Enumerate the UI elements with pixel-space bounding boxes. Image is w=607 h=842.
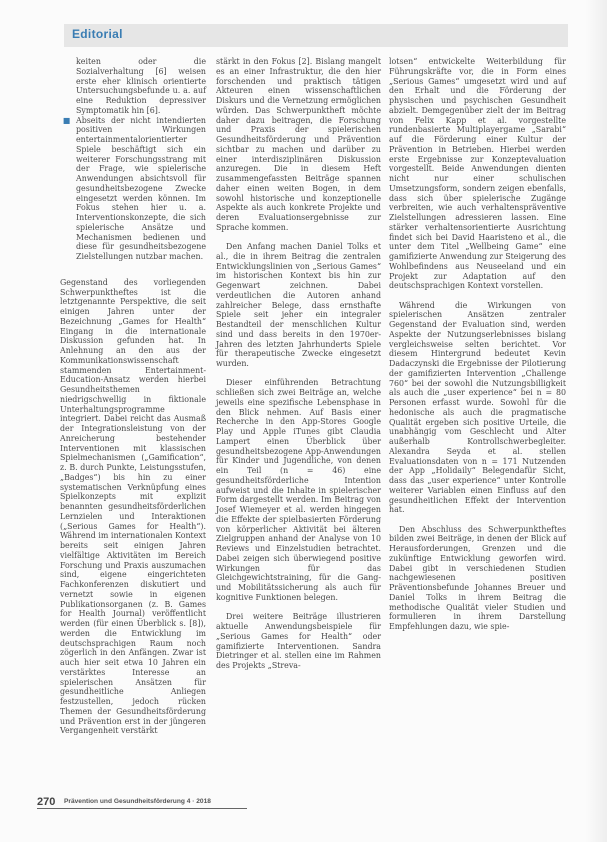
section-label: Editorial: [72, 27, 123, 41]
footer-rule: [37, 808, 247, 809]
page-number: 270: [37, 796, 56, 808]
paragraph: Drei weitere Beiträge illustrieren aktuelle Anwendungsbeispiele für „Serious Games for Health“ oder gamifizierte Interventionen. Sandra Dietringer et al. stellen eine im Rahmen des Projekts „Streva-: [216, 612, 381, 671]
column-2: [216, 57, 381, 680]
paragraph: Dieser einführenden Betrachtung schließen sich zwei Beiträge an, welche jeweils eine spezifische Lebensphase in den Blick nehmen. Auf Basis einer Recherche in den App-Stores Google Play und Apple iTunes gibt Claudia Lampert einen Überblick über gesundheitsbezogene App-Anwendungen für Kinder und Jugendliche, von denen ein Teil (n = 46) eine gesundheitsförderliche Intention aufweist und die Inhalte in spielerischer Form dargestellt werden. Im Beitrag von Josef Wiemeyer et al. werden hingegen die Effekte der spielbasierten Förderung von körperlicher Aktivität bei älteren Zielgruppen anhand der Analyse von 10 Reviews und Einzelstudien betrachtet. Dabei zeigen sich überwiegend positive Wirkungen für das Gleichgewichtstraining, für die Gang- und Mobilitätssicherung als auch für kognitive Funktionen belegen.: [216, 378, 381, 602]
list-item: [60, 57, 206, 116]
paragraph: lotsen“ entwickelte Weiterbildung für Führungskräfte vor, die in Form eines „Serious Games“ umgesetzt wird und auf den Erhalt und die Förderung der physischen und psychischen Gesundheit abzielt. Demgegenüber zielt der im Beitrag von Felix Kapp et al. vorgestellte rundenbasierte Multiplayergame „Sarabi“ auf die Förderung einer Kultur der Prävention in Betrieben. Hierbei werden erste Ergebnisse zur Konzeptevaluation vorgestellt. Beide Anwendungen dienten nicht nur einer schulischen Umsetzungsform, sondern zeigen ebenfalls, dass sich über spielerische Zugänge verbreiten, wie auch verhaltenspräventive Zielstellungen adressieren lassen. Eine stärker verhaltensorientierte Ausrichtung findet sich bei David Haaristeno et al., die unter dem Titel „Wellbeing Game“ eine gamifizierte Anwendung zur Steigerung des Wohlbefindens aus Neuseeland und ein Projekt zur Adaptation auf den deutschsprachigen Kontext vorstellen.: [389, 57, 566, 291]
bullet-icon: ■: [63, 115, 71, 125]
column-3: [389, 57, 566, 642]
list-item: [60, 116, 206, 262]
paragraph: stärkt in den Fokus [2]. Bislang mangelt es an einer Infrastruktur, die den hier forschenden und praktisch tätigen Akteuren einen wissenschaftlichen Diskurs und die Vernetzung ermöglichen würden. Das Schwerpunktheft möchte daher dazu beitragen, die Forschung und Praxis der spielerischen Gesundheitsförderung und Prävention sichtbar zu machen und darüber zu einer interdisziplinären Diskussion anzuregen. Die in diesem Heft zusammengefassten Beiträge spannen daher einen weiten Bogen, in dem sowohl historische und konzeptionelle Aspekte als auch konkrete Projekte und deren Evaluationsergebnisse zur Sprache kommen.: [216, 57, 381, 232]
list-item-text: keiten oder die Sozialverhaltung [6] weisen erste eher klinisch orientierte Untersuchungsbefunde u. a. auf eine Reduktion depressiver Symptomatik hin [6].: [76, 57, 206, 115]
paragraph: Während die Wirkungen von spielerischen Ansätzen zentraler Gegenstand der Evaluation sind, werden Aspekte der Nutzungserlebnisses bislang vergleichsweise selten berichtet. Vor diesem Hintergrund bedeutet Kevin Dadaczynski die Ergebnisse der Pilotierung der gamifizierten Intervention „Challenge 760“ bei der sowohl die Nutzungsbilligkeit als auch die „user experience“ bei n = 80 Personen erfasst wurde. Sowohl für die hedonische als auch die pragmatische Qualität ergeben sich positive Urteile, die unabhängig vom Geschlecht und Alter außerhalb Kontrollschwerbegleiter. Alexandra Seyda et al. stellen Evaluationsdaten von n = 171 Nutzenden der App „Holidaily“ Belegendafür Sicht, dass das „user experience“ unter Kontrolle weiterer Variablen einen Einfluss auf den gesundheitlichen Effekt der Intervention hat.: [389, 300, 566, 515]
list-item-text: Abseits der nicht intendierten positiven Wirkungen entertainmentalorientierter Spiele beschäftigt sich ein weiterer Forschungsstrang mit der Frage, wie spielerische Anwendungen absichtsvoll für gesundheitsbezogene Zwecke eingesetzt werden können. Im Fokus stehen hier u. a. Interventionskonzepte, die sich spielerische Ansätze und Mechanismen bedienen und diese für gesundheitsbezogene Zielstellungen nutzbar machen.: [76, 115, 206, 261]
column-1: [60, 57, 206, 746]
journal-footer: Prävention und Gesundheitsförderung 4 · 2018: [64, 798, 211, 805]
paragraph: Den Anfang machen Daniel Tolks et al., die in ihrem Beitrag die zentralen Entwicklungslinien von „Serious Games“ im historischen Kontext bis hin zur Gegenwart zeichnen. Dabei verdeutlichen die Autoren anhand zahlreicher Belege, dass ernsthafte Spiele seit jeher ein integraler Bestandteil der menschlichen Kultur sind und dass bereits in den 1970er-Jahren des letzten Jahrhunderts Spiele für therapeutische Zwecke eingesetzt wurden.: [216, 242, 381, 369]
paragraph: Gegenstand des vorliegenden Schwerpunktheftes ist die letztgenannte Perspektive, die seit einigen Jahren unter der Bezeichnung „Games for Health“ Eingang in die internationale Diskussion gefunden hat. In Anlehnung an den aus der Kommunikationswissenschaft stammenden Entertainment-Education-Ansatz werden hierbei Gesundheitsthemen niedrigschwellig in fiktionale Unterhaltungsprogramme integriert. Dabei reicht das Ausmaß der Integrationsleistung von der Anreicherung bestehender Interventionen mit klassischen Spielmechanismen („Gamification“, z. B. durch Punkte, Leistungsstufen, „Badges“) bis hin zu einer systematischen Verknüpfung eines Spielkonzepts mit explizit benannten gesundheitsförderlichen Lernzielen und Interaktionen („Serious Games for Health“). Während im internationalen Kontext bereits seit einigen Jahren vielfältige Aktivitäten im Bereich Forschung und Praxis auszumachen sind, eigene eingerichteten Fachkonferenzen diskutiert und vernetzt sowie in eigenen Publikationsorganen (z. B. Games for Health Journal) veröffentlicht werden (für einen Überblick s. [8]), werden die Entwicklung im deutschsprachigen Raum noch zögerlich in den Anfängen. Zwar ist auch hier seit etwa 10 Jahren ein verstärktes Interesse an spielerischen Ansätzen für gesundheitliche Anliegen festzustellen, jedoch rücken Themen der Gesundheitsförderung und Prävention erst in der jüngeren Vergangenheit verstärkt: [60, 277, 206, 736]
page-edge-shadow: [585, 0, 607, 842]
bullet-list: [60, 57, 206, 262]
paragraph: Den Abschluss des Schwerpunktheftes bilden zwei Beiträge, in denen der Blick auf Herausforderungen, Grenzen und die zukünftige Entwicklung geworfen wird. Dabei gibt in verschiedenen Studien nachgewiesenen positiven Präventionsbefunde Johannes Breuer und Daniel Tolks in ihrem Beitrag die methodische Qualität vieler Studien und formulieren in ihrem Darstellung Empfehlungen dazu, wie spie-: [389, 524, 566, 632]
section-tab: [64, 24, 568, 47]
